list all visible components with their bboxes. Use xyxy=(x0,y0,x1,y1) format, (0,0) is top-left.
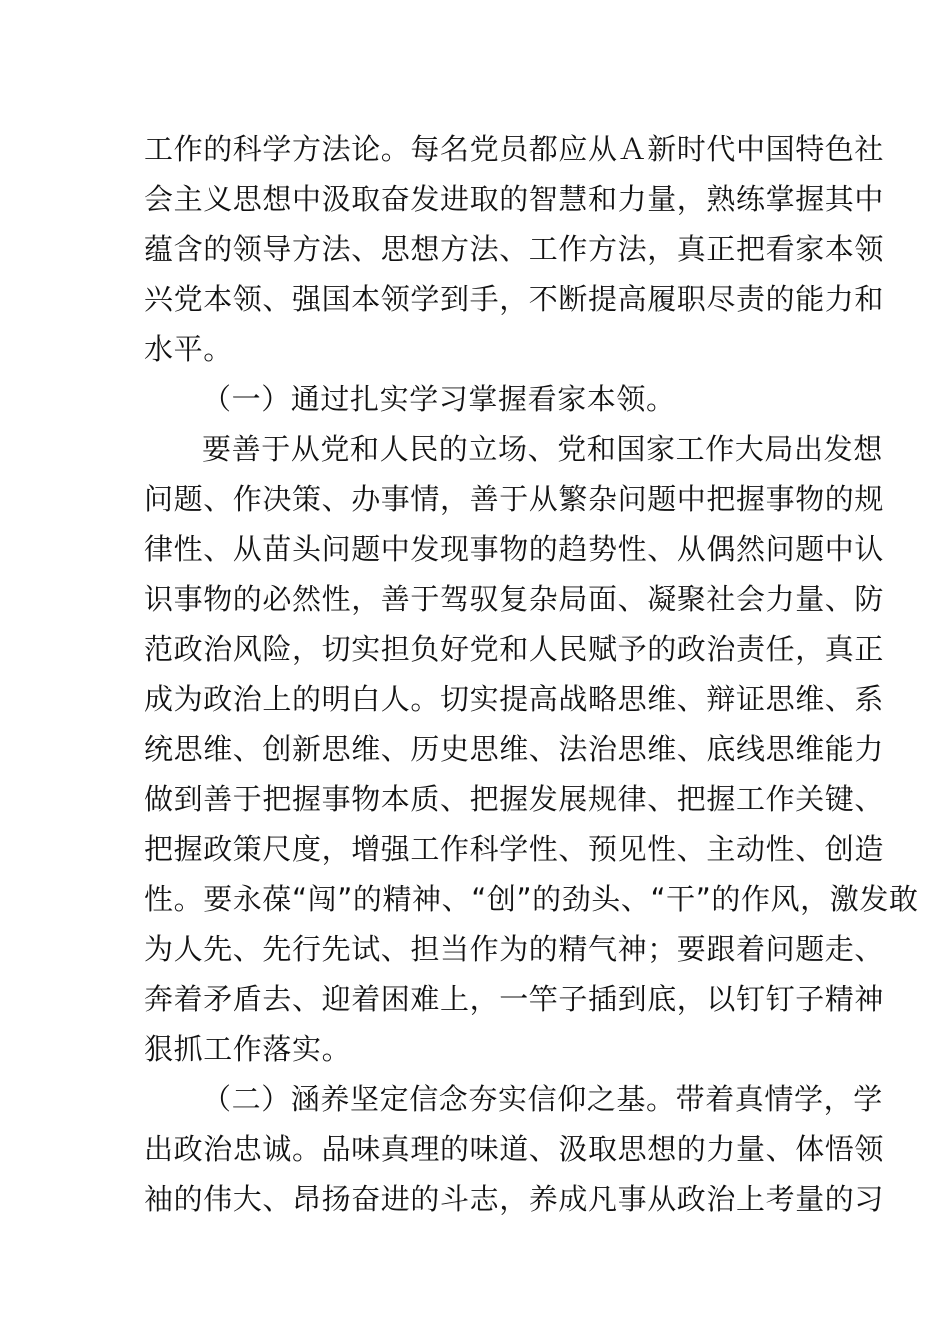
text-line: 水平。 xyxy=(144,332,233,366)
text-line: 兴党本领、强国本领学到手，不断提高履职尽责的能力和 xyxy=(144,282,885,316)
body-text xyxy=(144,124,919,1224)
text-line: 工作的科学方法论。每名党员都应从Ａ新时代中国特色社 xyxy=(144,132,885,166)
text-line: 识事物的必然性，善于驾驭复杂局面、凝聚社会力量、防 xyxy=(144,582,885,616)
text-line: 要善于从党和人民的立场、党和国家工作大局出发想 xyxy=(202,432,883,466)
text-line: 成为政治上的明白人。切实提高战略思维、辩证思维、系 xyxy=(144,682,885,716)
text-line: 出政治忠诚。品味真理的味道、汲取思想的力量、体悟领 xyxy=(144,1132,885,1166)
section-heading-2: （二）涵养坚定信念夯实信仰之基。带着真情学，学 xyxy=(202,1082,883,1116)
text-line: 会主义思想中汲取奋发进取的智慧和力量，熟练掌握其中 xyxy=(144,182,885,216)
text-line: 统思维、创新思维、历史思维、法治思维、底线思维能力 xyxy=(144,732,885,766)
text-line: 袖的伟大、昂扬奋进的斗志，养成凡事从政治上考量的习 xyxy=(144,1182,885,1216)
text-line: 蕴含的领导方法、思想方法、工作方法，真正把看家本领 xyxy=(144,232,885,266)
text-line: 问题、作决策、办事情，善于从繁杂问题中把握事物的规 xyxy=(144,482,885,516)
text-line: 律性、从苗头问题中发现事物的趋势性、从偶然问题中认 xyxy=(144,532,885,566)
text-line: 把握政策尺度，增强工作科学性、预见性、主动性、创造 xyxy=(144,832,885,866)
section-heading-1: （一）通过扎实学习掌握看家本领。 xyxy=(202,382,676,416)
text-line: 为人先、先行先试、担当作为的精气神；要跟着问题走、 xyxy=(144,932,885,966)
text-line: 做到善于把握事物本质、把握发展规律、把握工作关键、 xyxy=(144,782,885,816)
text-line: 范政治风险，切实担负好党和人民赋予的政治责任，真正 xyxy=(144,632,885,666)
text-line: 性。要永葆“闯”的精神、“创”的劲头、“干”的作风，激发敢 xyxy=(144,882,919,916)
text-line: 狠抓工作落实。 xyxy=(144,1032,352,1066)
text-line: 奔着矛盾去、迎着困难上，一竿子插到底，以钉钉子精神 xyxy=(144,982,885,1016)
